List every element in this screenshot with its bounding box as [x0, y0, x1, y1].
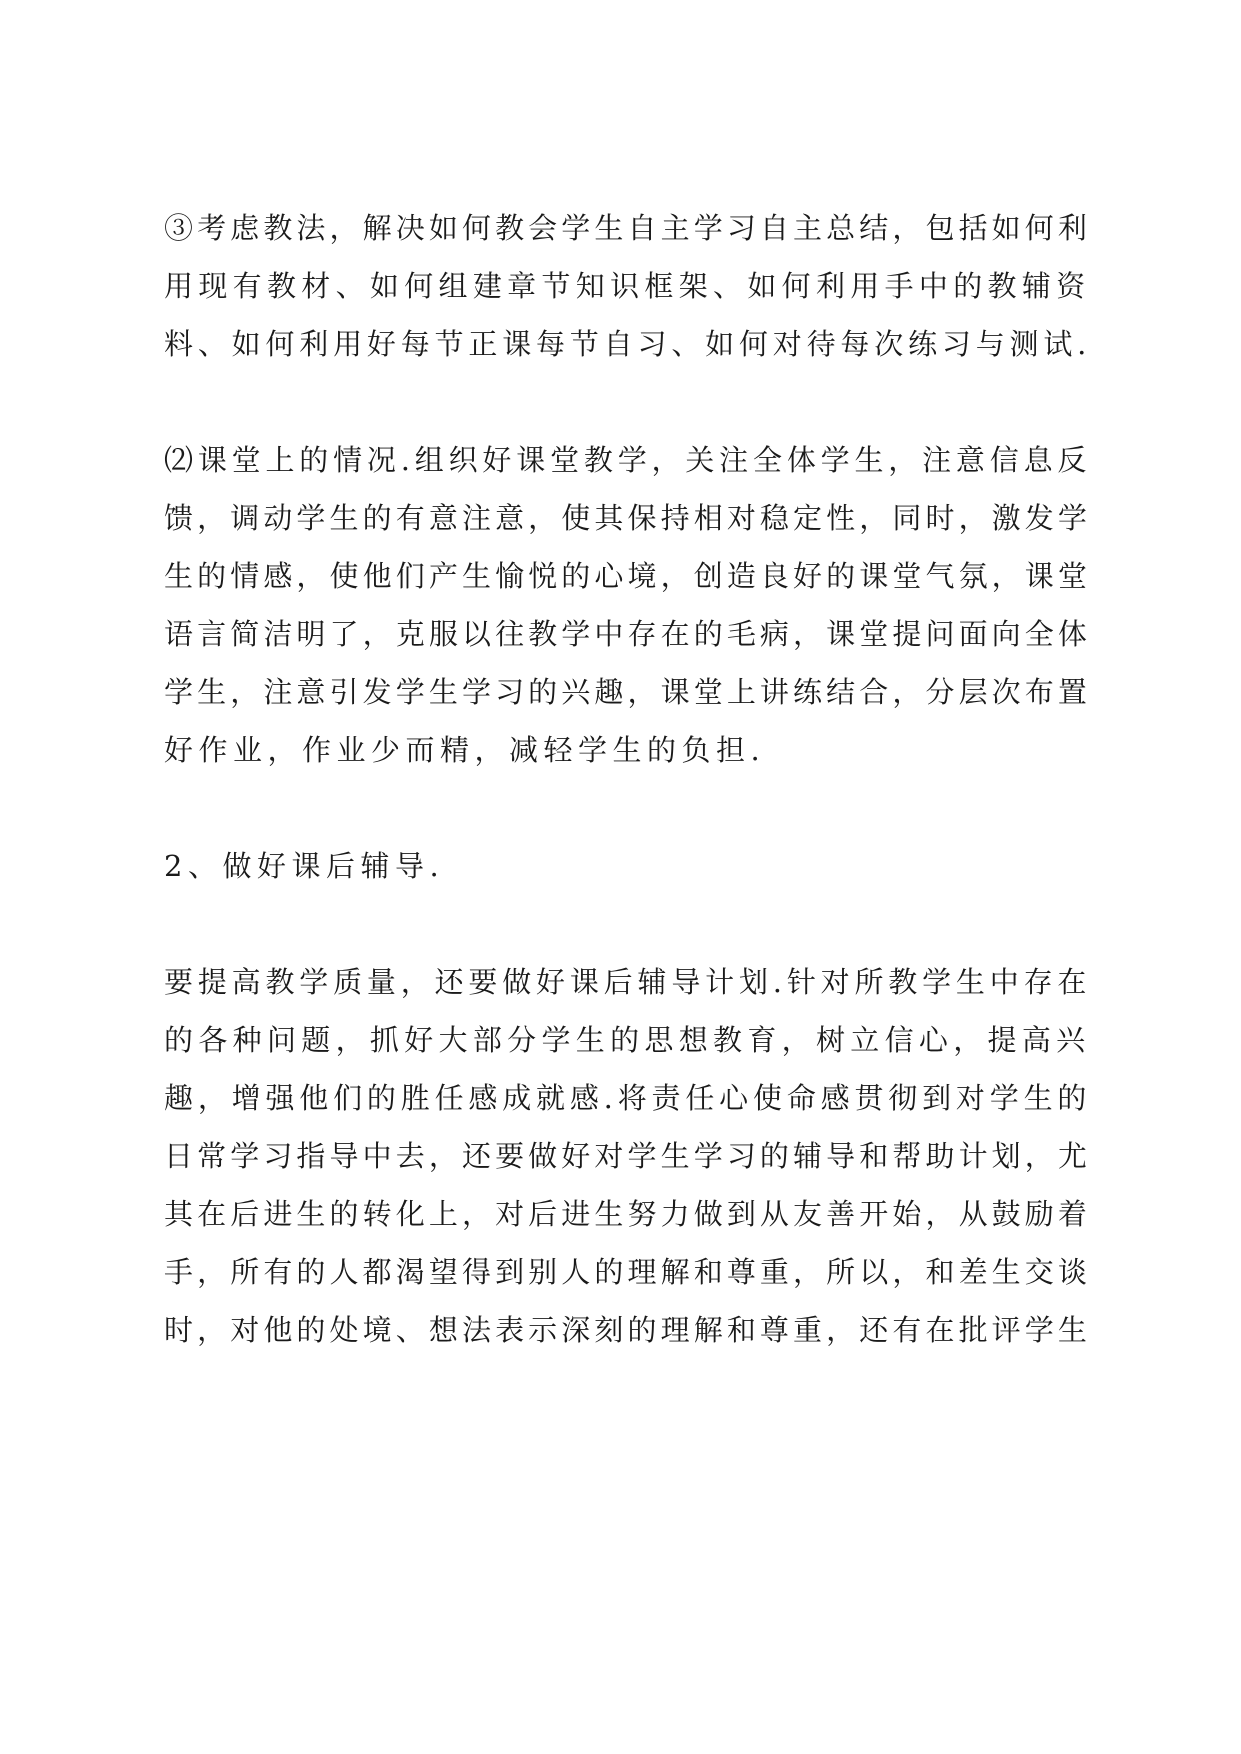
section-heading: 2、做好课后辅导.	[164, 849, 445, 883]
text-line: ⑵课堂上的情况.组织好课堂教学，关注全体学生，注意信息反	[164, 443, 1092, 477]
text-line: 馈，调动学生的有意注意，使其保持相对稳定性，同时，激发学	[164, 501, 1092, 535]
text-line: 手，所有的人都渴望得到别人的理解和尊重，所以，和差生交谈	[164, 1255, 1092, 1289]
text-line: 语言简洁明了，克服以往教学中存在的毛病，课堂提问面向全体	[164, 617, 1092, 651]
text-line: 用现有教材、如何组建章节知识框架、如何利用手中的教辅资	[164, 269, 1091, 303]
text-line: ③考虑教法，解决如何教会学生自主学习自主总结，包括如何利	[164, 211, 1092, 245]
text-line: 其在后进生的转化上，对后进生努力做到从友善开始，从鼓励着	[164, 1197, 1092, 1231]
text-line: 生的情感，使他们产生愉悦的心境，创造良好的课堂气氛，课堂	[164, 559, 1092, 593]
text-line: 的各种问题，抓好大部分学生的思想教育，树立信心，提高兴	[164, 1023, 1091, 1057]
text-line: 料、如何利用好每节正课每节自习、如何对待每次练习与测试.	[164, 327, 1092, 361]
text-line: 要提高教学质量，还要做好课后辅导计划.针对所教学生中存在	[164, 965, 1092, 999]
text-line: 趣，增强他们的胜任感成就感.将责任心使命感贯彻到对学生的	[164, 1081, 1092, 1115]
text-line: 日常学习指导中去，还要做好对学生学习的辅导和帮助计划，尤	[164, 1139, 1092, 1173]
text-line: 时，对他的处境、想法表示深刻的理解和尊重，还有在批评学生	[164, 1313, 1092, 1347]
text-line: 好作业，作业少而精，减轻学生的负担.	[164, 733, 766, 767]
text-line: 学生，注意引发学生学习的兴趣，课堂上讲练结合，分层次布置	[164, 675, 1092, 709]
